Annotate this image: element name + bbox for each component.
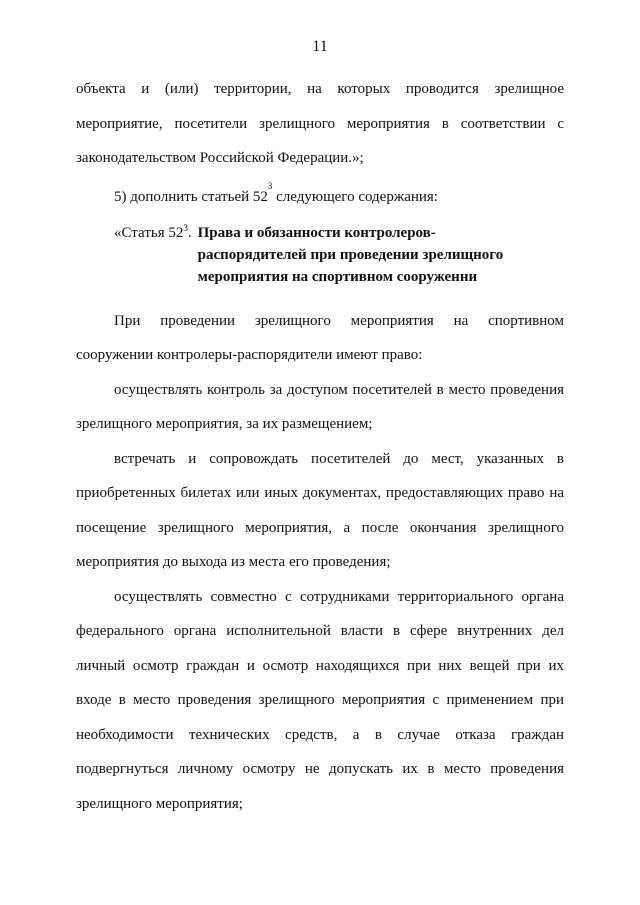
text-line: зрелищного мероприятия, за их размещением; — [76, 416, 373, 432]
article-title: Права и обязанности контролеров-распорядителей при проведении зрелищного мероприятия на спортивном сооруженни — [197, 224, 504, 285]
article-label — [114, 222, 192, 288]
amendment-item-5 — [76, 180, 564, 214]
text-line: встречать и сопровождать посетителей до мест, указанных в — [114, 450, 564, 467]
text-line: сооружении контролеры-распорядители имеют право: — [76, 347, 423, 363]
document-body — [76, 72, 564, 821]
text-line: федерального органа исполнительной власти в сфере внутренних дел — [76, 623, 564, 639]
article-label-suffix: . — [187, 224, 192, 241]
item-text-after: следующего содержания: — [272, 188, 438, 205]
text-line: посещение зрелищного мероприятия, а после окончания зрелищного — [76, 519, 564, 536]
inspection-paragraph — [76, 580, 564, 822]
text-line: приобретенных билетах или иных документах, предоставляющих право на — [76, 485, 564, 501]
escort-paragraph — [76, 442, 564, 580]
intro-paragraph — [76, 304, 564, 373]
article-heading — [76, 222, 564, 288]
text-line: При проведении зрелищного мероприятия на спортивном — [114, 312, 564, 329]
article-label-superscript: 3 — [183, 222, 188, 233]
article-label-prefix: «Статья 52 — [114, 224, 184, 241]
item-superscript: 3 — [267, 180, 273, 191]
text-line: личный осмотр граждан и осмотр находящихся при них вещей при их — [76, 657, 564, 674]
text-line: осуществлять контроль за доступом посетителей в место проведения — [114, 381, 564, 398]
text-line: необходимости технических средств, а в случае отказа граждан — [76, 726, 564, 743]
continuation-paragraph — [76, 72, 564, 176]
text-line: зрелищного мероприятия; — [76, 795, 243, 812]
text-line: входе в место проведения зрелищного мероприятия с применением при — [76, 692, 564, 708]
text-line: законодательством Российской Федерации.»; — [76, 150, 364, 166]
text-line: мероприятия до выхода из места его проведения; — [76, 554, 391, 570]
text-line: мероприятие, посетители зрелищного мероприятия в соответствии с — [76, 115, 564, 132]
text-line: объекта и (или) территории, на которых проводится зрелищное — [76, 81, 564, 97]
item-text-before: 5) дополнить статьей 52 — [114, 188, 268, 205]
text-line: подвергнуться личному осмотру не допускать их в место проведения — [76, 761, 564, 777]
page-number: 11 — [312, 38, 328, 55]
text-line: осуществлять совместно с сотрудниками территориального органа — [114, 588, 564, 605]
control-paragraph — [76, 373, 564, 442]
